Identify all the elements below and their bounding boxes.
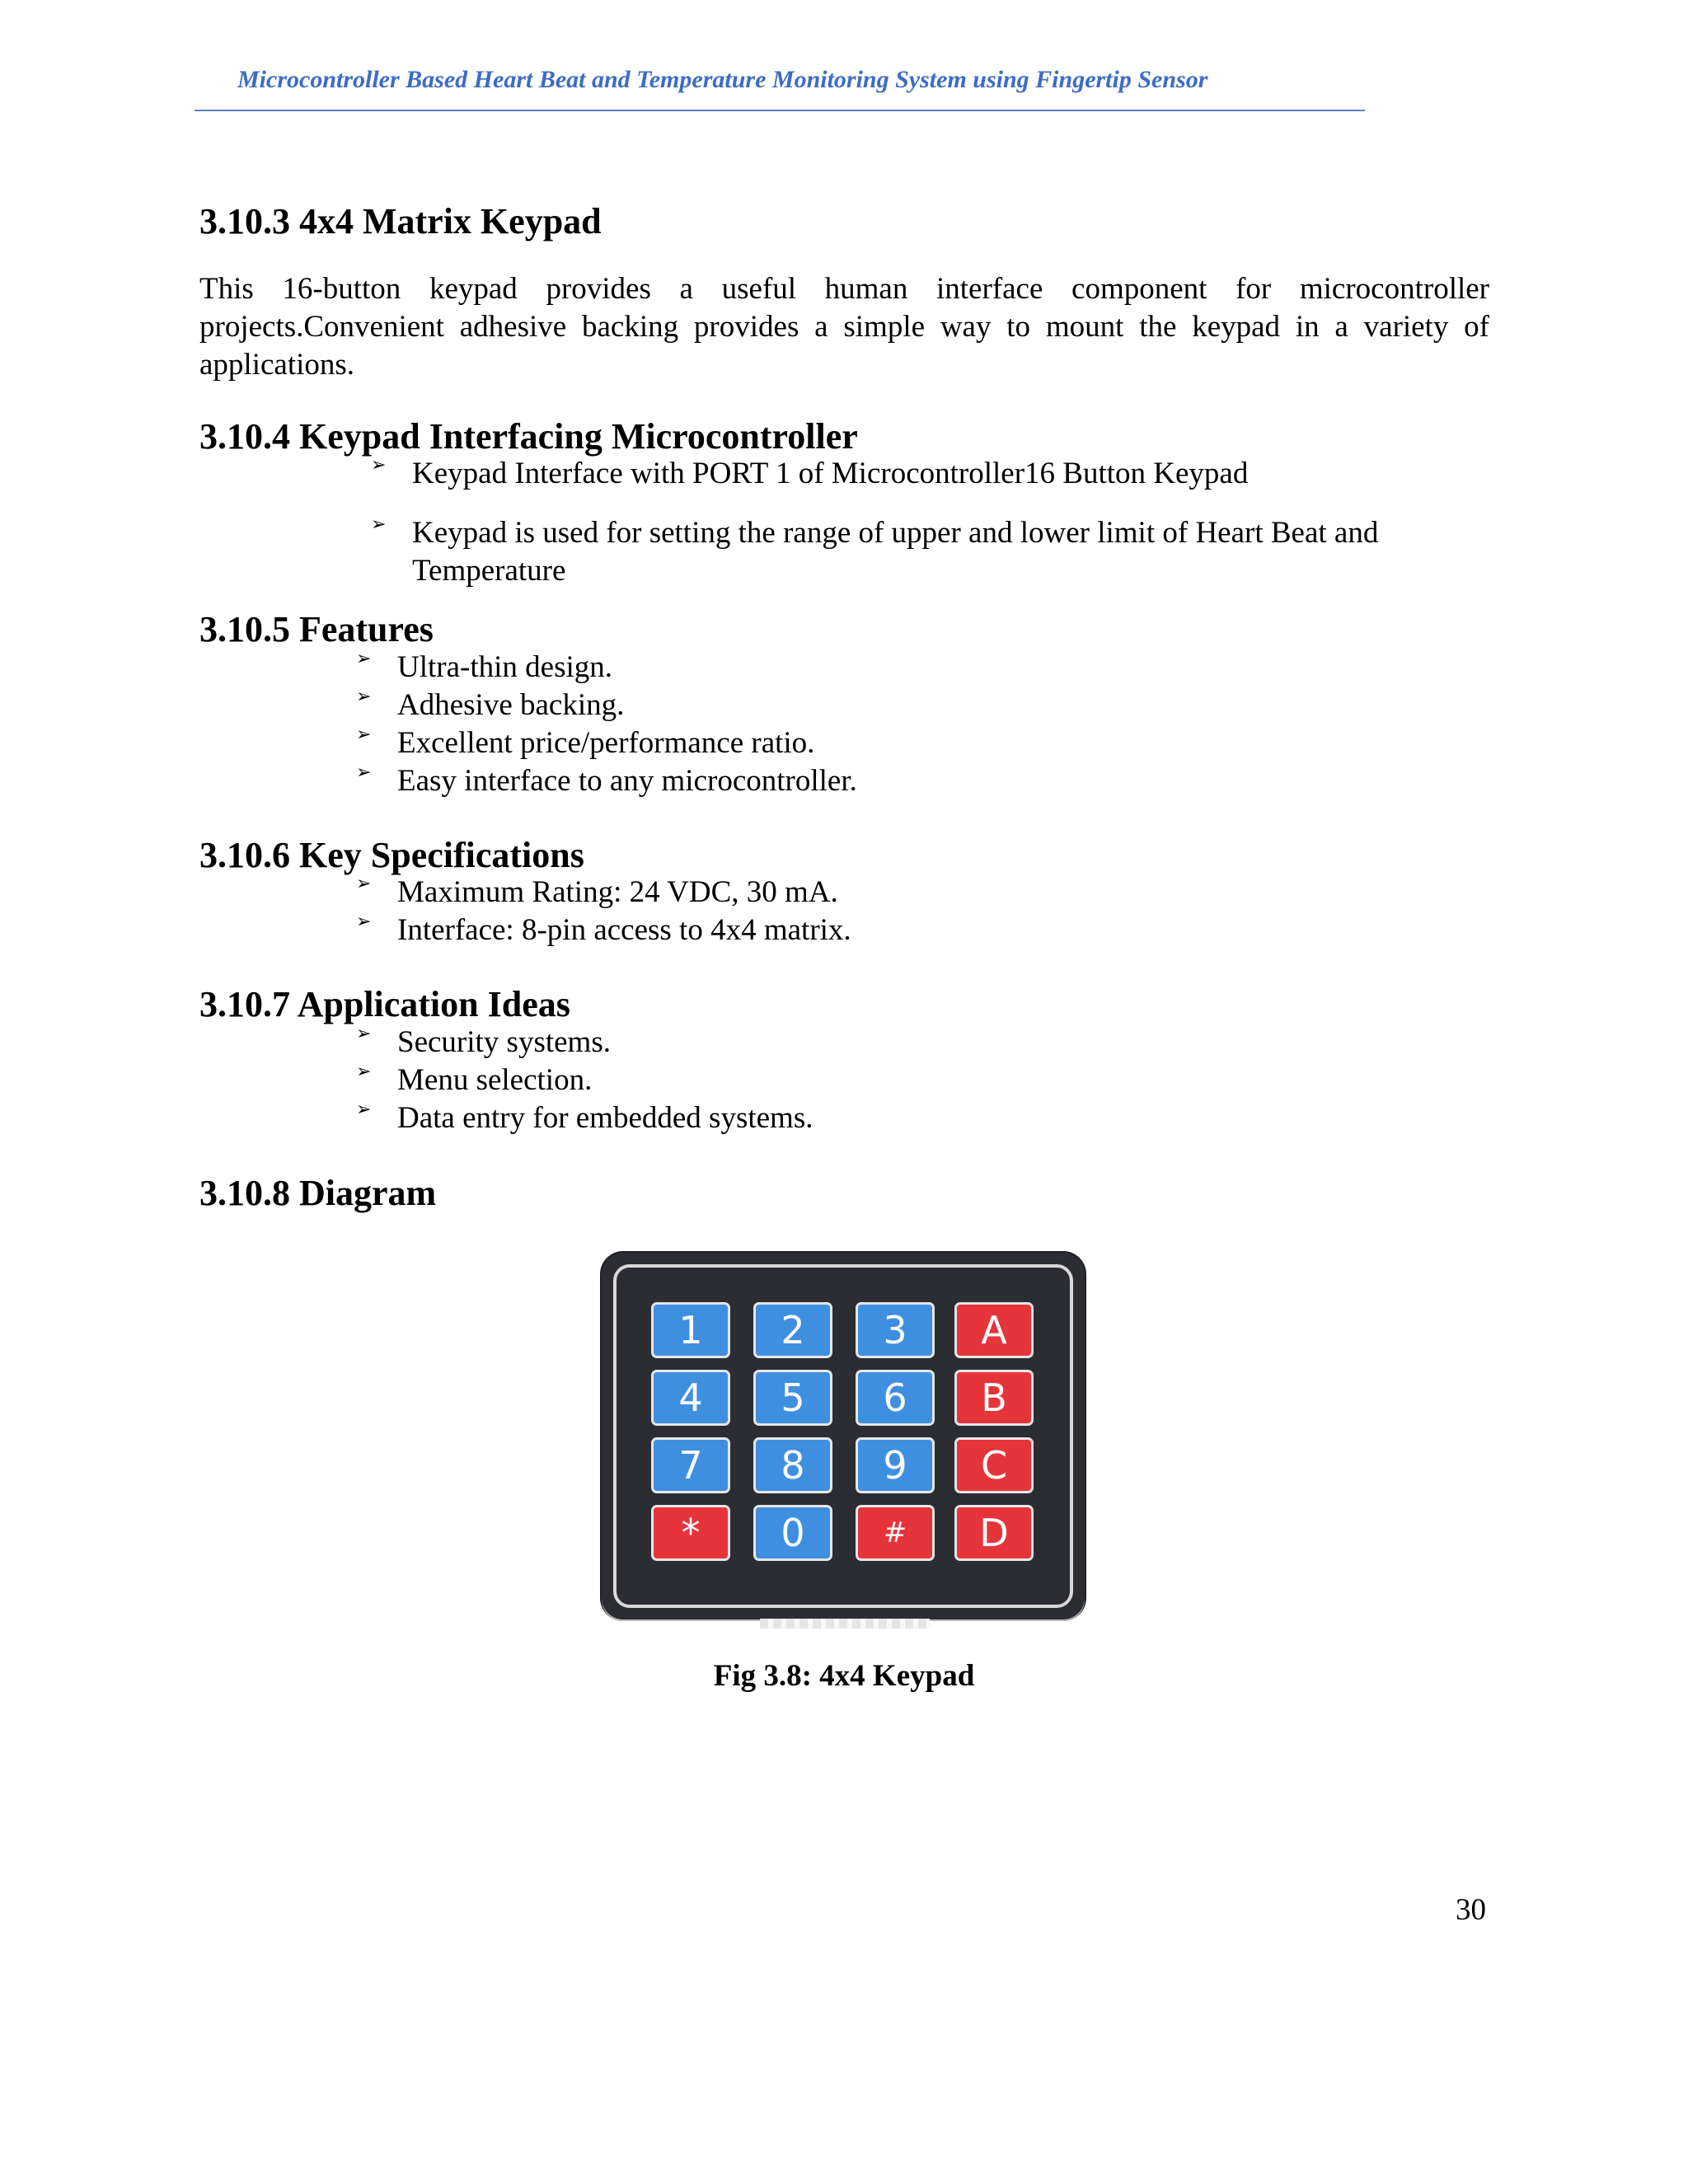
bullet-icon: ➢ [356,762,372,783]
list-item: ➢ Excellent price/performance ratio. [397,724,857,762]
keypad-image [602,1253,1085,1619]
bullet-icon: ➢ [356,1099,372,1120]
keypad-key: # [856,1505,935,1561]
keypad-key: 2 [753,1302,832,1358]
list-item: ➢ Adhesive backing. [397,687,857,724]
keypad-key: 4 [651,1370,730,1426]
list-item: ➢ Maximum Rating: 24 VDC, 30 mA. [397,874,851,912]
keypad-connector [760,1619,930,1629]
bullet-icon: ➢ [371,455,387,476]
bullet-icon: ➢ [356,687,372,707]
page-number: 30 [1456,1893,1486,1927]
bullet-icon: ➢ [356,649,372,669]
heading-features: 3.10.5 Features [199,609,434,649]
bullet-icon: ➢ [356,1024,372,1044]
running-header: Microcontroller Based Heart Beat and Temperature Monitoring System using Fingertip Sensor [237,66,1208,93]
list-item: ➢ Security systems. [397,1024,814,1062]
bullet-icon: ➢ [356,1062,372,1082]
bullet-icon: ➢ [356,874,372,894]
matrix-keypad-paragraph: This 16-button keypad provides a useful human interface component for microcontroller projects.Convenient adhesive backing provides a simple way to mount the keypad in a variety of applications. [199,272,1489,382]
list-item: ➢ Menu selection. [397,1062,814,1099]
heading-application-ideas: 3.10.7 Application Ideas [199,984,570,1024]
list-item-continuation: Temperature [412,554,566,588]
features-list [356,649,857,800]
applications-list [356,1024,814,1137]
keypad-key: 0 [753,1505,832,1561]
list-item: ➢ Keypad is used for setting the range of upper and lower limit of Heart Beat and [412,514,1378,552]
interfacing-list [371,455,1379,590]
keypad-key: 7 [651,1437,730,1493]
specifications-list [356,874,851,949]
heading-key-specifications: 3.10.6 Key Specifications [199,835,584,875]
list-item: ➢ Interface: 8-pin access to 4x4 matrix. [397,912,851,949]
keypad-key: B [954,1370,1034,1426]
list-item: ➢ Keypad Interface with PORT 1 of Microcontroller16 Button Keypad [412,455,1378,493]
bullet-icon: ➢ [356,912,372,932]
keypad-key: 1 [651,1302,730,1358]
keypad-key: * [651,1505,730,1561]
heading-matrix-keypad: 3.10.3 4x4 Matrix Keypad [199,201,602,241]
list-item: ➢ Data entry for embedded systems. [397,1099,814,1137]
figure-caption: Fig 3.8: 4x4 Keypad [713,1659,975,1693]
list-item: ➢ Easy interface to any microcontroller. [397,762,857,800]
keypad-key: D [954,1505,1034,1561]
bullet-icon: ➢ [371,514,387,535]
bullet-icon: ➢ [356,724,372,745]
heading-keypad-interfacing: 3.10.4 Keypad Interfacing Microcontroller [199,416,858,457]
keypad-key: 3 [856,1302,935,1358]
list-item: ➢ Ultra-thin design. [397,649,857,687]
keypad-key: 5 [753,1370,832,1426]
keypad-key: A [954,1302,1034,1358]
keypad-key: 6 [856,1370,935,1426]
keypad-key: 9 [856,1437,935,1493]
heading-diagram: 3.10.8 Diagram [199,1173,437,1213]
header-divider [195,110,1365,111]
keypad-key: 8 [753,1437,832,1493]
keypad-key: C [954,1437,1034,1493]
